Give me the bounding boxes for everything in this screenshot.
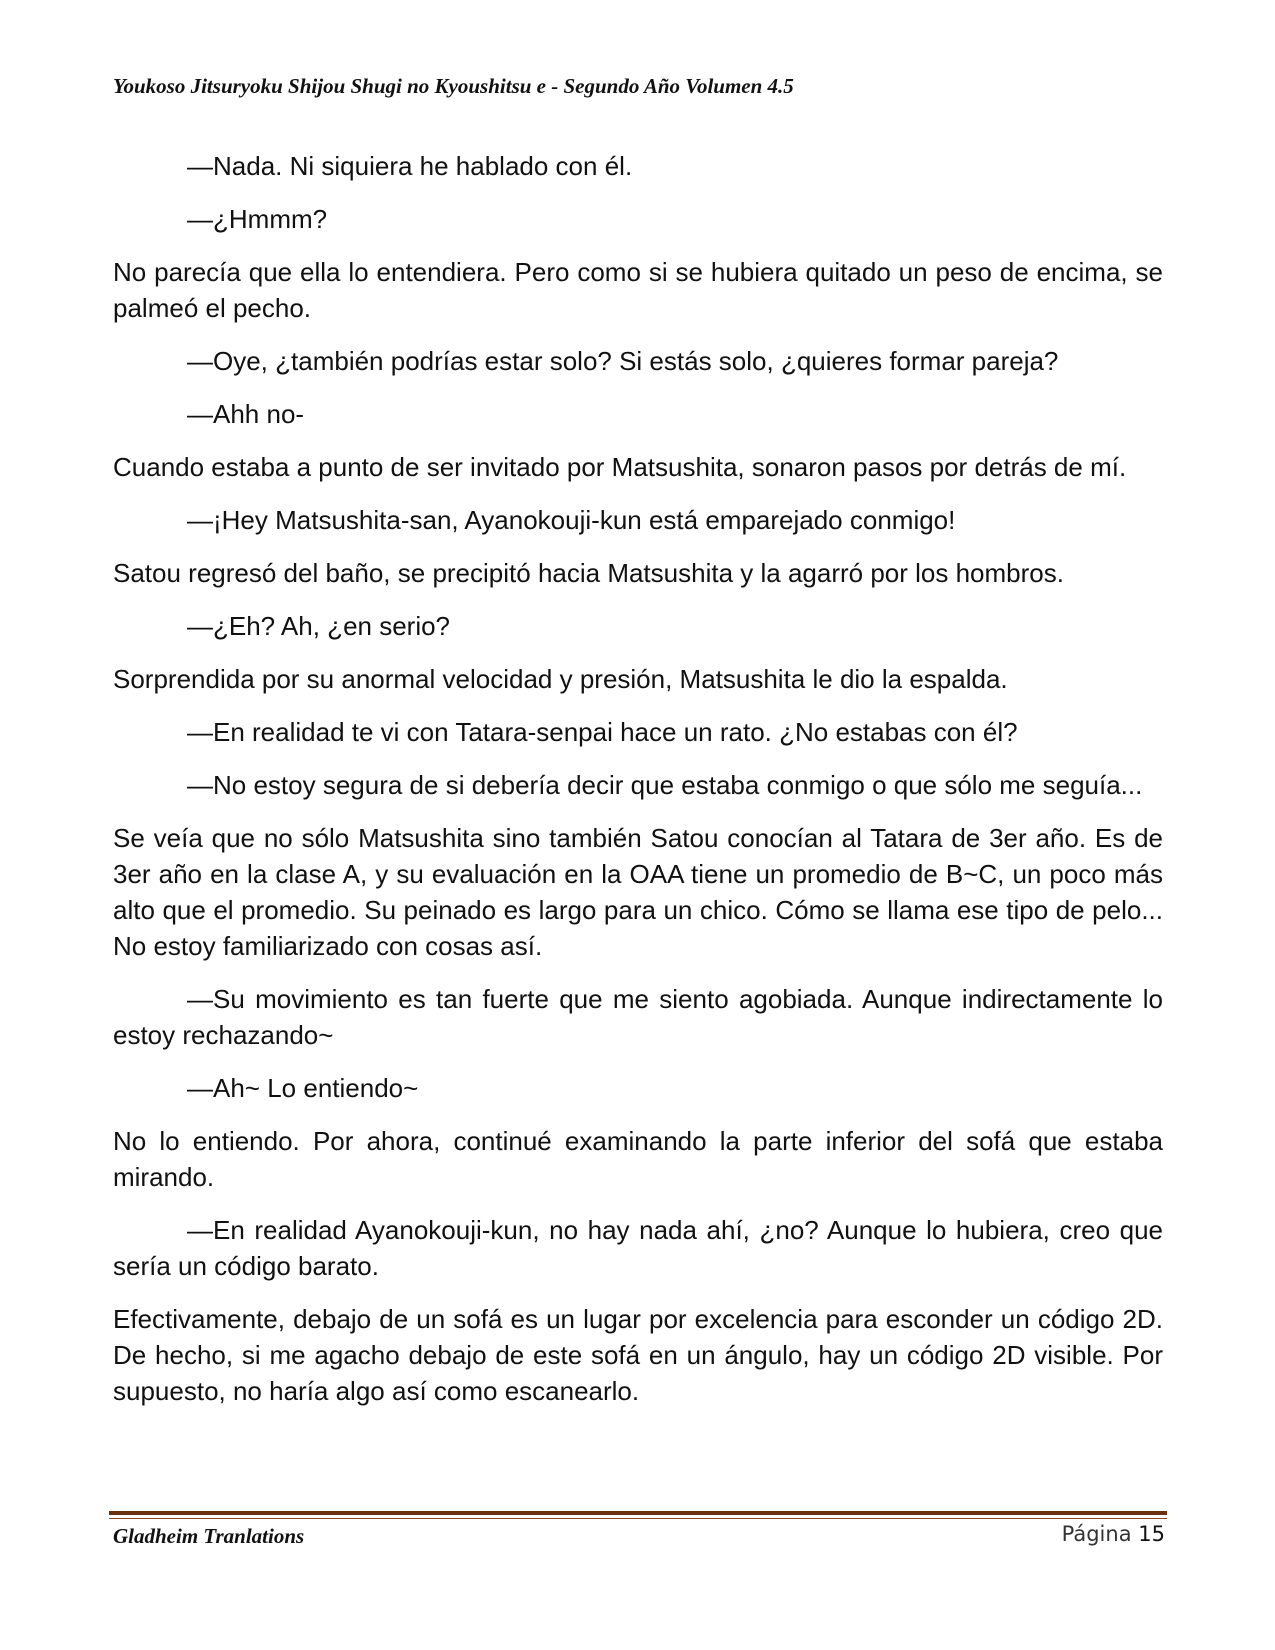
paragraph-dialogue: —No estoy segura de si debería decir que estaba conmigo o que sólo me seguía... <box>187 770 1143 800</box>
paragraph-narration: Sorprendida por su anormal velocidad y presión, Matsushita le dio la espalda. <box>113 664 1008 694</box>
paragraph-dialogue: —Nada. Ni siquiera he hablado con él. <box>187 151 633 181</box>
paragraph-dialogue: —¿Hmmm? <box>187 204 328 234</box>
paragraph-narration: Cuando estaba a punto de ser invitado por Matsushita, sonaron pasos por detrás de mí. <box>113 452 1127 482</box>
paragraph-dialogue: —Ah~ Lo entiendo~ <box>187 1073 419 1103</box>
paragraph-dialogue: —En realidad Ayanokouji-kun, no hay nada ahí, ¿no? Aunque lo hubiera, creo que sería un código barato. <box>113 1215 1163 1281</box>
paragraph-narration: Se veía que no sólo Matsushita sino también Satou conocían al Tatara de 3er año. Es de 3er año en la clase A, y su evaluación en la OAA tiene un promedio de B~C, un poco más alto que el promedio. Su peinado es largo para un chico. Cómo se llama ese tipo de pelo... No estoy familiarizado con cosas así. <box>113 823 1163 961</box>
paragraph-narration: No parecía que ella lo entendiera. Pero como si se hubiera quitado un peso de encima, se palmeó el pecho. <box>113 257 1163 323</box>
page-number-label <box>1062 1522 1165 1546</box>
page-number: 15 <box>1138 1522 1165 1546</box>
paragraph-dialogue: —Oye, ¿también podrías estar solo? Si estás solo, ¿quieres formar pareja? <box>187 346 1059 376</box>
paragraph-dialogue: —¡Hey Matsushita-san, Ayanokouji-kun está emparejado conmigo! <box>187 505 956 535</box>
paragraph-dialogue: —En realidad te vi con Tatara-senpai hace un rato. ¿No estabas con él? <box>187 717 1018 747</box>
footer-credit: Gladheim Tranlations <box>113 1524 305 1548</box>
paragraph-narration: Efectivamente, debajo de un sofá es un lugar por excelencia para esconder un código 2D. De hecho, si me agacho debajo de este sofá en un ángulo, hay un código 2D visible. Por supuesto, no haría algo así como escanearlo. <box>113 1304 1163 1406</box>
running-header: Youkoso Jitsuryoku Shijou Shugi no Kyoushitsu e - Segundo Año Volumen 4.5 <box>113 74 794 98</box>
paragraph-narration: No lo entiendo. Por ahora, continué examinando la parte inferior del sofá que estaba mirando. <box>113 1126 1163 1192</box>
page-body <box>113 148 1163 1426</box>
paragraph-narration: Satou regresó del baño, se precipitó hacia Matsushita y la agarró por los hombros. <box>113 558 1064 588</box>
footer-divider-thin <box>109 1518 1167 1519</box>
paragraph-dialogue: —¿Eh? Ah, ¿en serio? <box>187 611 451 641</box>
page-label: Página <box>1061 1522 1132 1546</box>
paragraph-dialogue: —Ahh no- <box>187 399 305 429</box>
paragraph-dialogue: —Su movimiento es tan fuerte que me siento agobiada. Aunque indirectamente lo estoy rechazando~ <box>113 984 1163 1050</box>
footer-divider <box>109 1511 1167 1515</box>
